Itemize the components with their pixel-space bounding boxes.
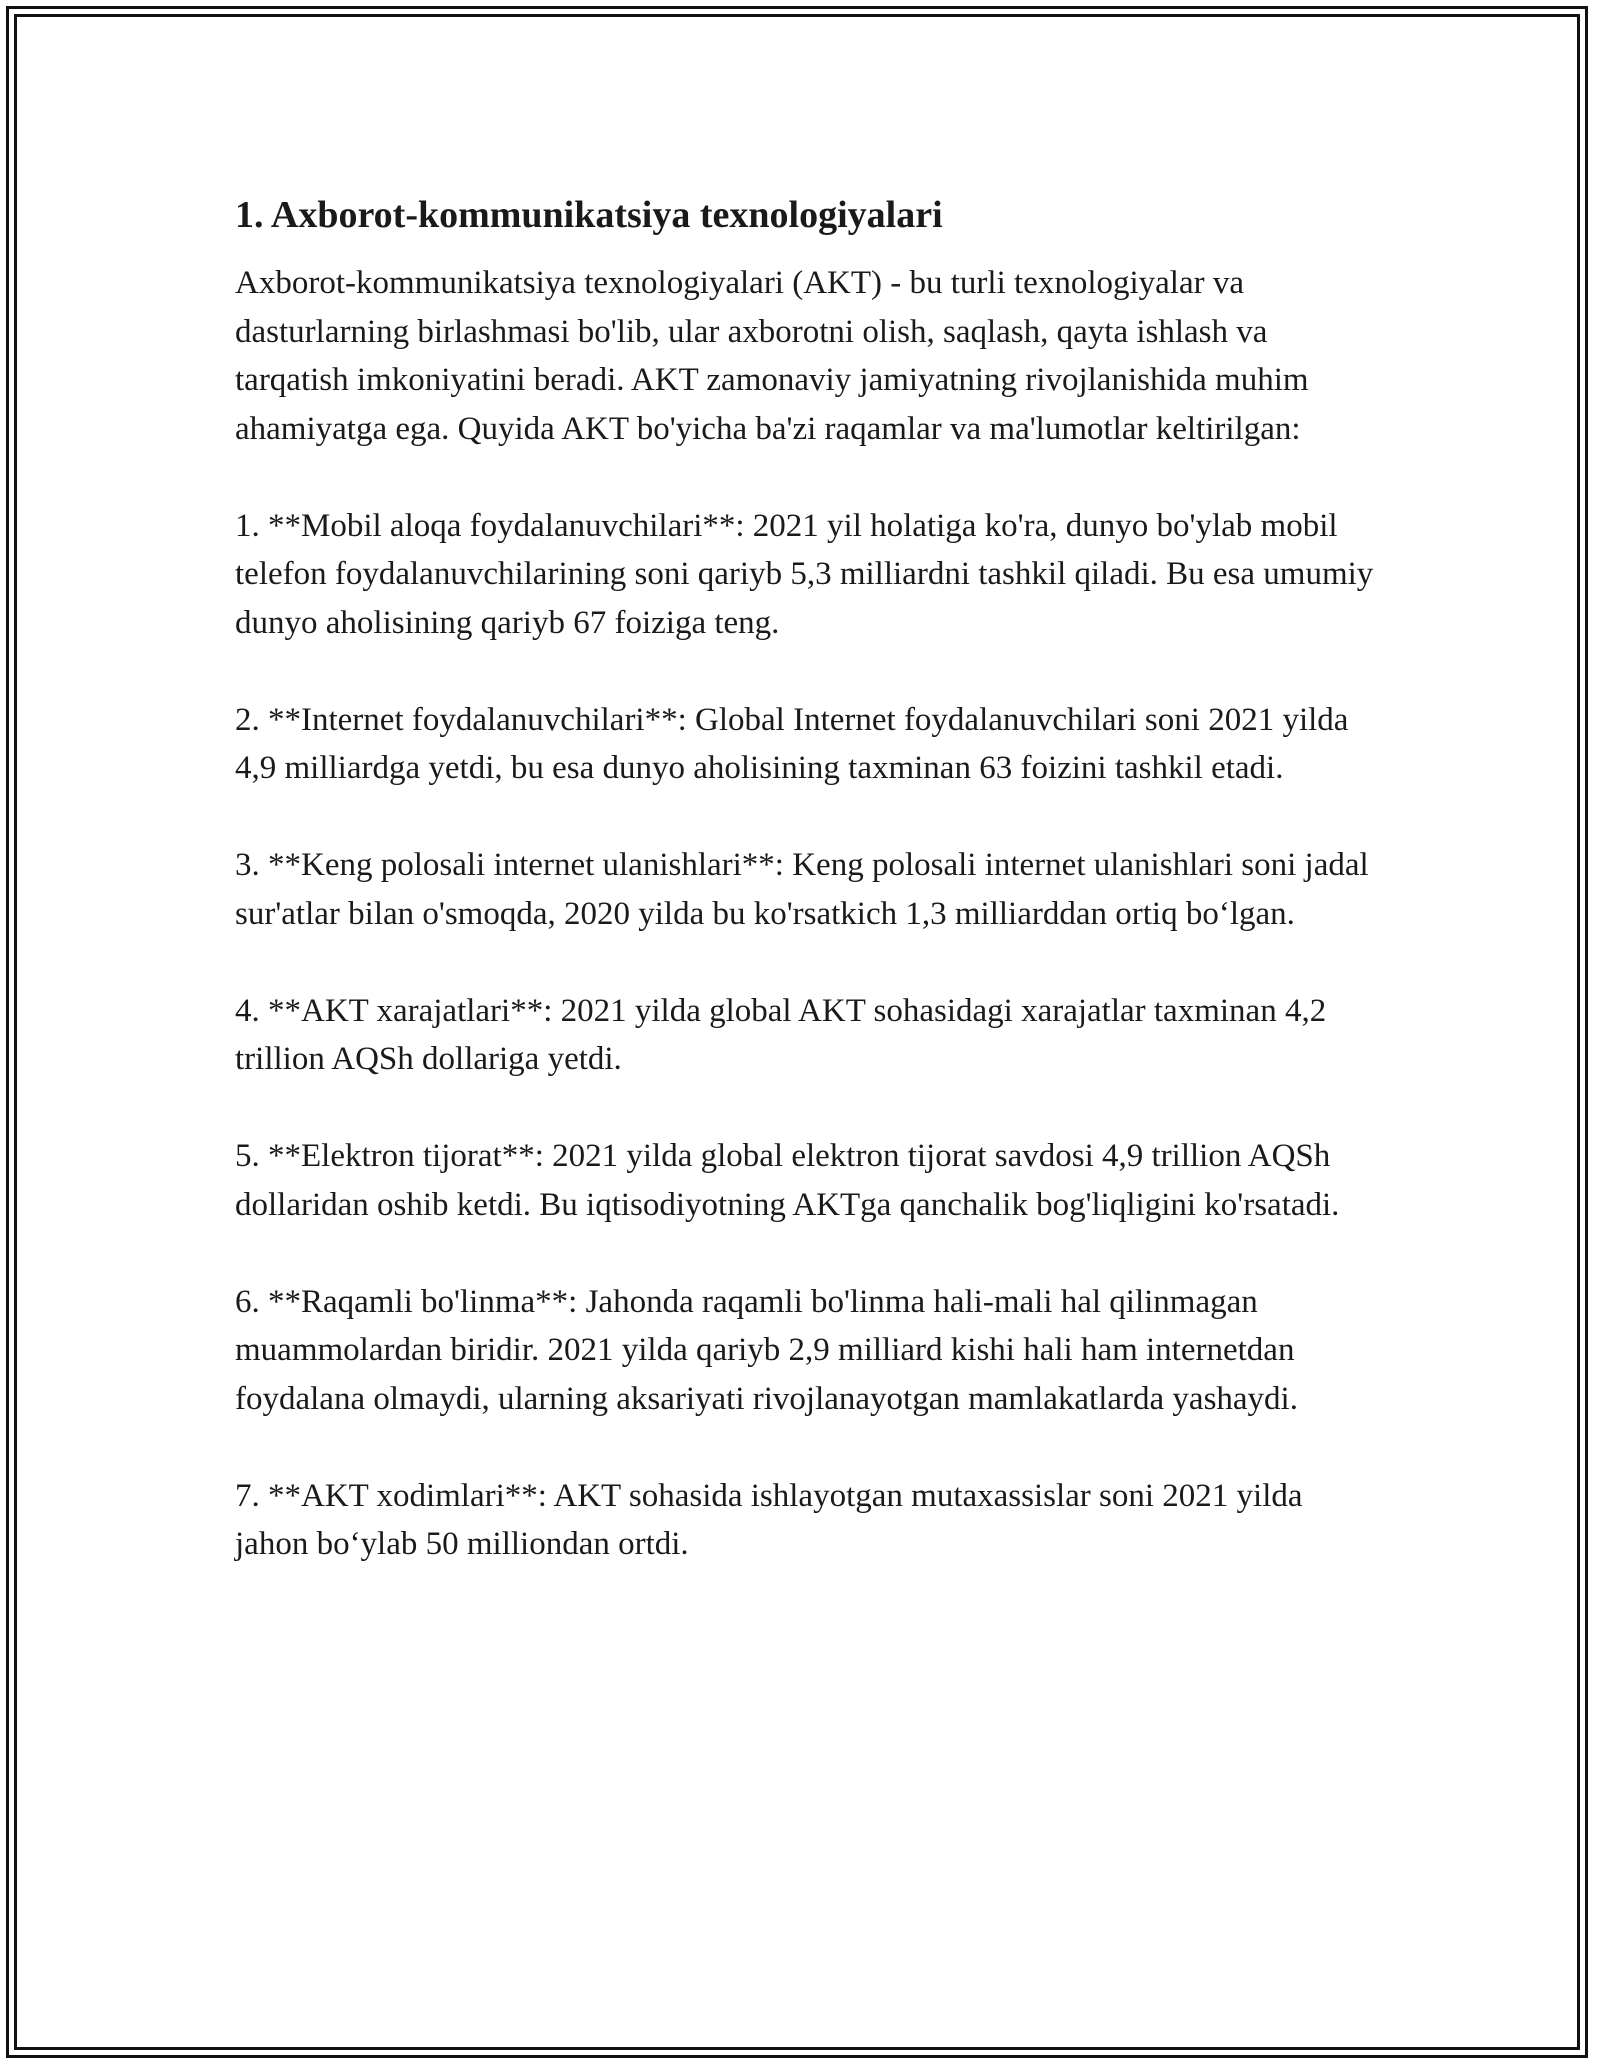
- list-item-ict-workforce: 7. **AKT xodimlari**: AKT sohasida ishlayotgan mutaxassislar soni 2021 yilda jahon bo‘ylab 50 milliondan ortdi.: [235, 1477, 1303, 1562]
- intro-paragraph: Axborot-kommunikatsiya texnologiyalari (AKT) - bu turli texnologiyalar va dasturlarning birlashmasi bo'lib, ular axborotni olish, saqlash, qayta ishlash va tarqatish imkoniyatini beradi. AKT zamonaviy jamiyatning rivojlanishida muhim ahamiyatga ega. Quyida AKT bo'yicha ba'zi raqamlar va ma'lumotlar keltirilgan:: [235, 265, 1309, 447]
- list-item-mobile-users: 1. **Mobil aloqa foydalanuvchilari**: 2021 yil holatiga ko'ra, dunyo bo'ylab mobil telefon foydalanuvchilarining soni qariyb 5,3 milliardni tashkil qiladi. Bu esa umumiy dunyo aholisining qariyb 67 foiziga teng.: [235, 507, 1374, 641]
- list-item-internet-users: 2. **Internet foydalanuvchilari**: Global Internet foydalanuvchilari soni 2021 yilda 4,9 milliardga yetdi, bu esa dunyo aholisining taxminan 63 foizini tashkil etadi.: [235, 701, 1349, 786]
- list-item-ict-spending: 4. **AKT xarajatlari**: 2021 yilda global AKT sohasidagi xarajatlar taxminan 4,2 trillion AQSh dollariga yetdi.: [235, 992, 1327, 1077]
- list-item-broadband: 3. **Keng polosali internet ulanishlari**: Keng polosali internet ulanishlari soni jadal sur'atlar bilan o'smoqda, 2020 yilda bu ko'rsatkich 1,3 milliarddan ortiq bo‘lgan.: [235, 847, 1369, 932]
- list-item-ecommerce: 5. **Elektron tijorat**: 2021 yilda global elektron tijorat savdosi 4,9 trillion AQSh dollaridan oshib ketdi. Bu iqtisodiyotning AKTga qanchalik bog'liqligini ko'rsatadi.: [235, 1138, 1340, 1223]
- document-body: [235, 185, 1375, 1569]
- list-item-digital-divide: 6. **Raqamli bo'linma**: Jahonda raqamli bo'linma hali-mali hal qilinmagan muammolardan biridir. 2021 yilda qariyb 2,9 milliard kishi hali ham internetdan foydalana olmaydi, ularning aksariyati rivojlanayotgan mamlakatlarda yashaydi.: [235, 1283, 1298, 1417]
- section-heading: 1. Axborot-kommunikatsiya texnologiyalari: [235, 194, 943, 236]
